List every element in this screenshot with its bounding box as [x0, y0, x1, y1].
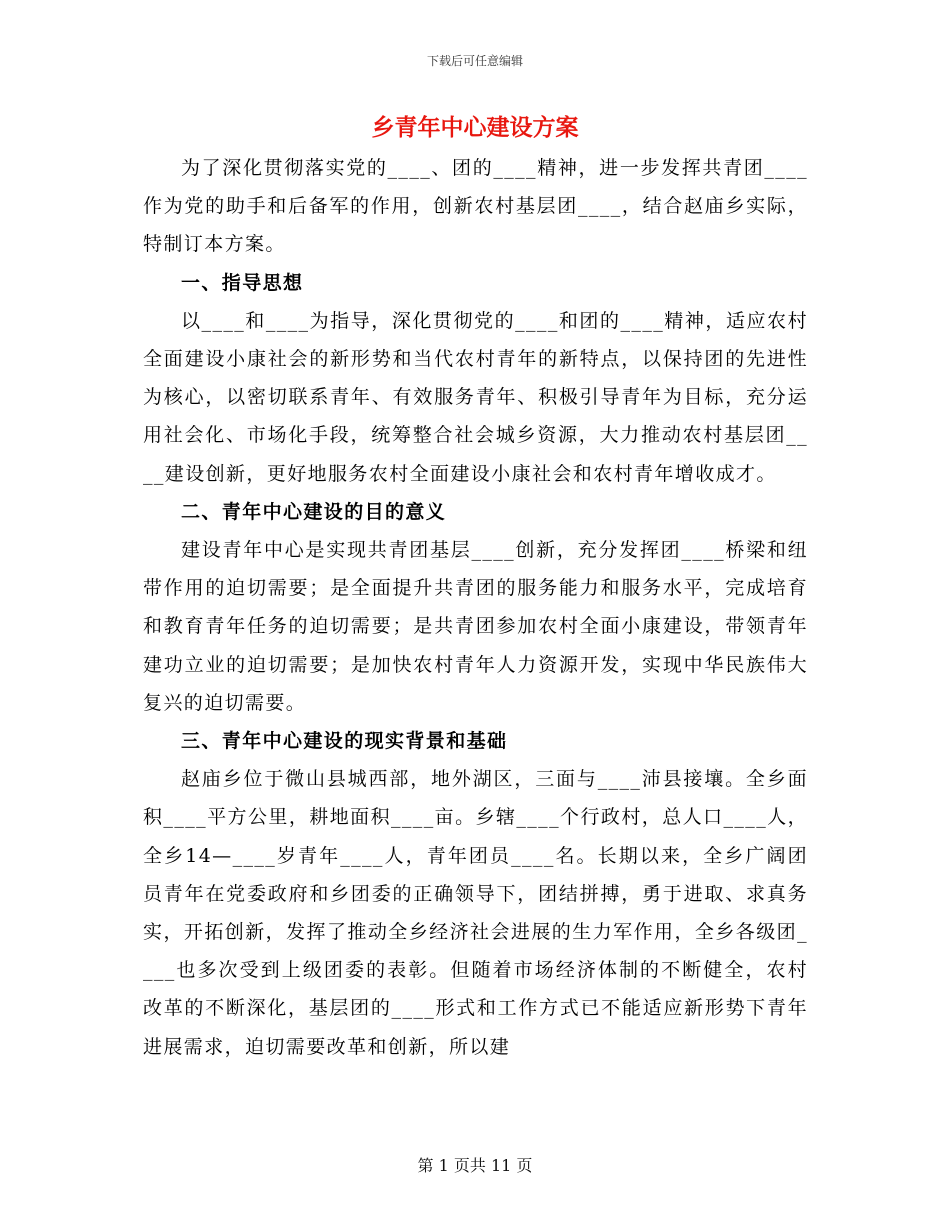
section-body-purpose: 建设青年中心是实现共青团基层____创新，充分发挥团____桥梁和纽带作用的迫切需要；是全面提升共青团的服务能力和服务水平，完成培育和教育青年任务的迫切需要；是共青团参加农村全面小康建设，带领青年建功立业的迫切需要；是加快农村青年人力资源开发，实现中华民族伟大复兴的迫切需要。: [143, 539, 808, 714]
section-body-guiding-ideology: 以____和____为指导，深化贯彻党的____和团的____精神，适应农村全面建设小康社会的新形势和当代农村青年的新特点，以保持团的先进性为核心，以密切联系青年、有效服务青年、积极引导青年为目标，充分运用社会化、市场化手段，统筹整合社会城乡资源，大力推动农村基层团____建设创新，更好地服务农村全面建设小康社会和农村青年增收成才。: [143, 309, 808, 485]
section-heading-purpose: 二、青年中心建设的目的意义: [181, 500, 447, 523]
page-header-note: 下载后可任意编辑: [426, 54, 523, 68]
section-body-background: 赵庙乡位于微山县城西部，地外湖区，三面与____沛县接壤。全乡面积____平方公里，耕地面积____亩。乡辖____个行政村，总人口____人，全乡14—____岁青年____人，青年团员____名。长期以来，全乡广阔团员青年在党委政府和乡团委的正确领导下，团结拼搏，勇于进取、求真务实，开拓创新，发挥了推动全乡经济社会进展的生力军作用，全乡各级团____也多次受到上级团委的表彰。但随着市场经济体制的不断健全，农村改革的不断深化，基层团的____形式和工作方式已不能适应新形势下青年进展需求，迫切需要改革和创新，所以建: [143, 768, 808, 1058]
section-heading-background: 三、青年中心建设的现实背景和基础: [181, 730, 508, 753]
document-title: 乡青年中心建设方案: [371, 114, 579, 141]
document-body: [143, 149, 808, 1066]
page-number: 第 1 页共 11 页: [417, 1156, 533, 1175]
section-heading-guiding-ideology: 一、指导思想: [181, 271, 304, 294]
intro-paragraph: 为了深化贯彻落实党的____、团的____精神，进一步发挥共青团____作为党的助手和后备军的作用，创新农村基层团____，结合赵庙乡实际，特制订本方案。: [143, 157, 808, 256]
